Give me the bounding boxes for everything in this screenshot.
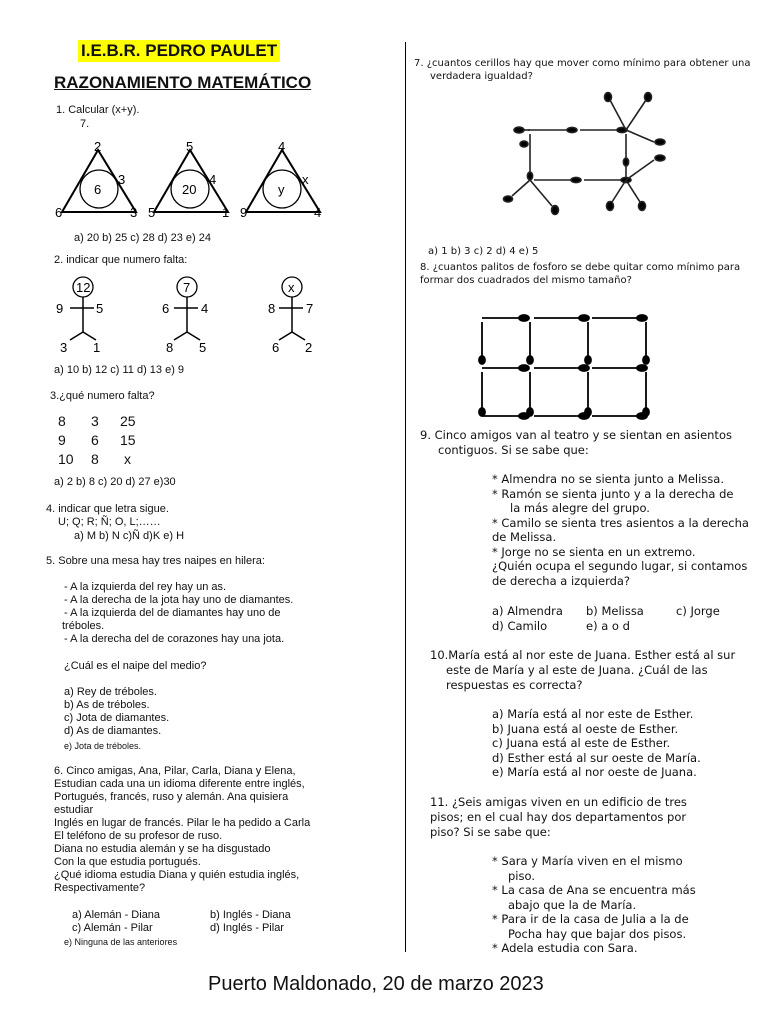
q10-line2: este de María y al este de Juana. ¿Cuál de las [446,663,708,677]
triangle-2 [148,139,229,220]
q9-fact: * Ramón se sienta junto y a la derecha de [492,486,734,501]
q7-options: a) 1 b) 3 c) 2 d) 4 e) 5 [428,246,539,257]
q9-line1: 9. Cinco amigos van al teatro y se sientan en asientos [420,428,732,442]
fig2-foot-right: 5 [199,340,207,355]
q11-facts [492,854,696,956]
fig1-left: 9 [56,301,64,316]
q2-options: a) 10 b) 12 c) 11 d) 13 e) 9 [54,364,185,376]
q10-option: b) Juana está al oeste de Esther. [492,721,679,736]
q7-matchstick-figure [490,90,680,220]
q3-cell: 25 [120,413,136,429]
q9-fact: de derecha a izquierda? [492,573,631,588]
q5-clues [64,581,336,646]
q5-options [64,686,169,738]
fig3-foot-left: 6 [272,340,280,355]
fig2-right: 4 [201,301,209,316]
q11-fact: * La casa de Ana se encuentra más [492,883,696,897]
q3-cell: 8 [58,413,66,429]
q6-line: ¿Qué idioma estudia Diana y quién estudia inglés, [54,869,300,881]
triangle-1 [55,139,137,220]
q11-fact: * Adela estudia con Sara. [492,941,638,955]
q2-title: 2. indicar que numero falta: [54,254,188,266]
tri2-center: 20 [182,182,197,197]
fig2-left: 6 [162,301,170,316]
tri1-center: 6 [94,182,102,197]
q4-options: a) M b) N c)Ñ d)K e) H [74,530,185,542]
q10-option: e) María está al nor oeste de Juana. [492,765,697,779]
q6-statement [54,765,310,895]
q6-line: Respectivamente? [54,882,146,894]
q6-option-e: e) Ninguna de las anteriores [64,937,178,947]
q6-option-b: b) Inglés - Diana [210,909,291,921]
q5-option: d) As de diamantes. [64,725,162,737]
q9-fact: la más alegre del grupo. [510,501,650,515]
q6-line: estudiar [54,804,94,816]
fig3-head: x [288,280,295,295]
q1-triangles-figure [40,134,340,226]
fig1-head: 12 [76,280,91,295]
tri3-bottom-right: 4 [314,205,322,220]
footer-date: Puerto Maldonado, 20 de marzo 2023 [208,973,544,995]
q11-line3: piso? Si se sabe que: [430,825,551,839]
tri2-bottom-left: 5 [148,205,156,220]
q10-line1: 10.María está al nor este de Juana. Esther está al sur [430,648,736,662]
q4-title: 4. indicar que letra sigue. [46,503,169,515]
q1-options: a) 20 b) 25 c) 28 d) 23 e) 24 [74,232,211,244]
q9-fact: de Melissa. [492,530,557,544]
tri3-bottom-left: 9 [240,205,248,220]
q6-option-c: c) Alemán - Pilar [72,922,153,934]
q3-cell: 10 [58,451,74,467]
q9-option-e: e) a o d [586,619,630,633]
q3-cell: 9 [58,432,66,448]
fig1-foot-right: 1 [93,340,101,355]
q11-line2: pisos; en el cual hay dos departamentos por [430,810,687,824]
tri3-center: y [278,182,285,197]
q3-options: a) 2 b) 8 c) 20 d) 27 e)30 [54,476,176,488]
fig1-foot-left: 3 [60,340,68,355]
q9-option-d: d) Camilo [492,619,548,633]
q5-clue: tréboles. [62,620,105,632]
q2-stick-figures [48,274,338,356]
q5-clue: - A la derecha de la jota hay uno de diamantes. [64,594,294,606]
q9-option-a: a) Almendra [492,604,563,618]
q6-line: 6. Cinco amigas, Ana, Pilar, Carla, Diana y Elena, [54,765,296,777]
q3-cell: 3 [91,413,99,429]
tri1-right: 3 [118,172,126,187]
school-name: I.E.B.R. PEDRO PAULET [78,40,280,62]
q6-line: Diana no estudia alemán y se ha disgustado [54,843,271,855]
q7-line2: verdadera igualdad? [430,71,533,82]
tri1-bottom-right: 3 [130,205,138,220]
q9-option-c: c) Jorge [676,604,720,618]
tri3-right: x [302,172,309,187]
fig3-foot-right: 2 [305,340,313,355]
q6-line: Portugués, francés, ruso y alemán. Ana quisiera [54,791,289,803]
q1-title: 1. Calcular (x+y). [56,104,140,116]
q6-line: Inglés en lugar de francés. Pilar le ha pedido a Carla [54,817,311,829]
q6-line: El teléfono de su profesor de ruso. [54,830,223,842]
q5-clue: - A la derecha del de corazones hay una jota. [64,633,285,645]
q3-cell: 6 [91,432,99,448]
q5-option: b) As de tréboles. [64,699,150,711]
q10-option: a) María está al nor este de Esther. [492,707,694,721]
q6-option-a: a) Alemán - Diana [72,909,161,921]
q1-sub: 7. [80,118,90,130]
q9-line2: contiguos. Si se sabe que: [438,443,589,457]
q3-cell: x [124,451,131,467]
q6-line: Estudian cada una un idioma diferente entre inglés, [54,778,305,790]
q9-fact: * Jorge no se sienta en un extremo. [492,544,696,559]
q5-question: ¿Cuál es el naipe del medio? [64,660,207,672]
q8-line1: 8. ¿cuantos palitos de fosforo se debe quitar como mínimo para [420,262,741,273]
tri1-top: 2 [94,139,102,154]
q8-line2: formar dos cuadrados del mismo tamaño? [420,275,632,286]
q7-line1: 7. ¿cuantos cerillos hay que mover como mínimo para obtener una [414,58,751,69]
q10-option: d) Esther está al sur oeste de María. [492,750,701,765]
tri2-top: 5 [186,139,194,154]
q5-option: a) Rey de tréboles. [64,686,157,698]
q11-line1: 11. ¿Seis amigas viven en un edificio de tres [430,795,687,809]
q8-matchstick-grid [472,308,662,426]
q3-cell: 15 [120,432,136,448]
page-title: RAZONAMIENTO MATEMÁTICO [54,73,312,92]
q10-option: c) Juana está al este de Esther. [492,736,671,750]
q9-fact: * Almendra no se sienta junto a Melissa. [492,472,724,486]
q5-title: 5. Sobre una mesa hay tres naipes en hilera: [46,555,265,567]
q3-cell: 8 [91,451,99,467]
tri3-top: 4 [278,139,286,154]
tri2-right: 4 [209,172,217,187]
q6-line: Con la que estudia portugués. [54,856,201,868]
fig3-right: 7 [306,301,314,316]
q11-fact: abajo que la de María. [508,897,637,912]
q11-fact: * Sara y María viven en el mismo [492,854,683,868]
q11-fact: * Para ir de la casa de Julia a la de [492,912,689,926]
column-divider [405,42,406,952]
q5-option: c) Jota de diamantes. [64,712,170,724]
q5-option-e: e) Jota de tréboles. [64,741,142,751]
q9-option-b: b) Melissa [586,604,644,618]
q9-facts [492,472,749,588]
q9-fact: * Camilo se sienta tres asientos a la derecha [492,515,749,530]
fig2-head: 7 [183,280,191,295]
fig3-left: 8 [268,301,276,316]
q5-clue: - A la izquierda del de diamantes hay uno de [64,607,281,619]
stick-figure-2 [162,277,208,355]
q9-fact: ¿Quién ocupa el segundo lugar, si contamos [492,559,748,573]
q3-title: 3.¿qué numero falta? [50,390,155,402]
triangle-3 [240,139,321,220]
fig1-right: 5 [96,301,104,316]
tri2-bottom-right: 1 [222,205,230,220]
q10-line3: respuestas es correcta? [446,678,583,692]
fig2-foot-left: 8 [166,340,174,355]
stick-figure-1 [56,277,103,355]
q11-fact: piso. [508,868,535,883]
stick-figure-3 [268,277,313,355]
q6-option-d: d) Inglés - Pilar [210,922,284,934]
q11-fact: Pocha hay que bajar dos pisos. [508,926,687,941]
q5-clue: - A la izquierda del rey hay un as. [64,581,227,593]
q10-options [492,707,701,780]
tri1-bottom-left: 6 [55,205,63,220]
q4-sequence: U; Q; R; Ñ; O, L;…… [58,516,161,528]
